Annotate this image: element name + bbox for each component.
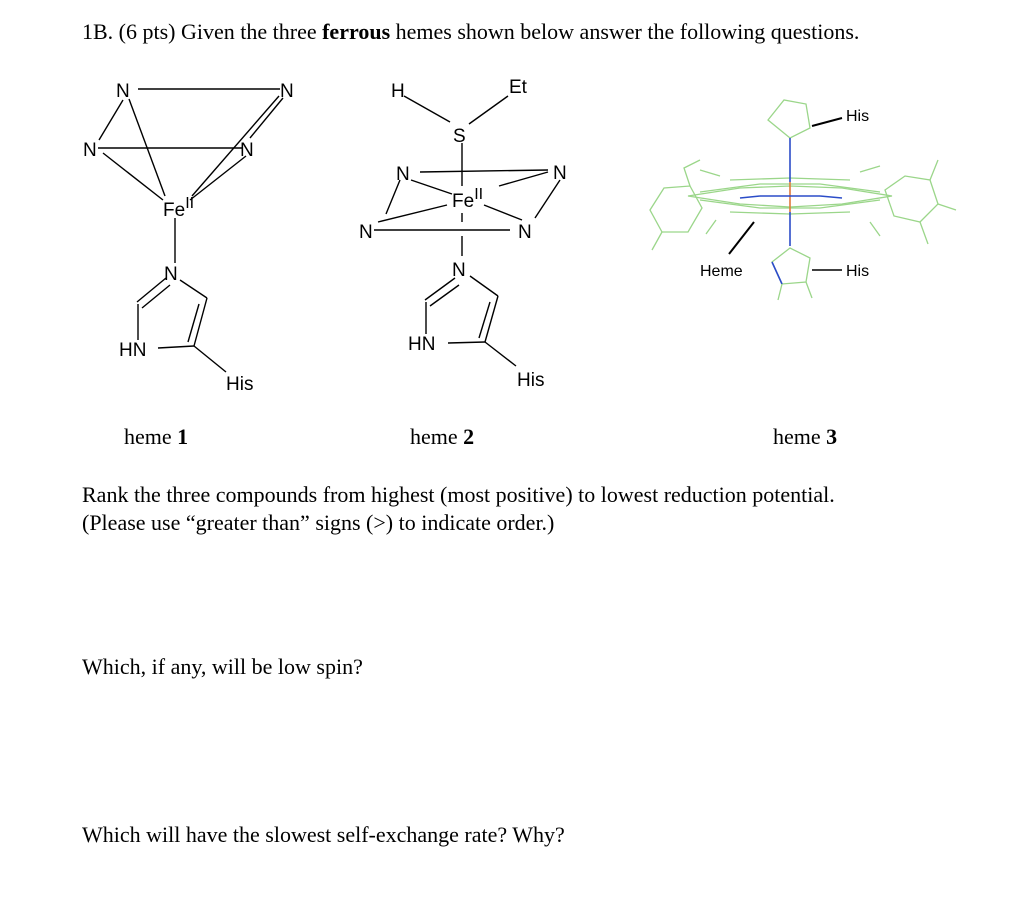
heme2-h: H bbox=[391, 81, 405, 102]
heme1-structure bbox=[83, 81, 294, 395]
heme3-his-top: His bbox=[846, 108, 870, 125]
question-title-prefix: 1B. (6 pts) Given the three bbox=[82, 19, 323, 44]
rank-question bbox=[82, 481, 982, 537]
heme2-n-top-right: N bbox=[553, 163, 567, 184]
heme2-et: Et bbox=[509, 77, 527, 98]
heme2-fe: $Fe^{II}$ bbox=[452, 186, 484, 212]
heme2-label: heme 2 bbox=[410, 424, 475, 449]
lowspin-question: Which, if any, will be low spin? bbox=[82, 654, 363, 679]
heme2-hn: HN bbox=[408, 334, 436, 355]
heme3-heme: Heme bbox=[700, 263, 743, 280]
heme1-fe: $Fe^{II}$ bbox=[163, 195, 195, 221]
rank-question-line1: Rank the three compounds from highest (most positive) to lowest reduction potential. bbox=[82, 482, 835, 507]
heme1-hn: HN bbox=[119, 340, 147, 361]
heme2-n-imidazole: N bbox=[452, 260, 466, 281]
heme1-n-right: N bbox=[240, 140, 254, 161]
heme1-n-imidazole: N bbox=[164, 264, 178, 285]
heme2-structure bbox=[359, 77, 567, 391]
heme2-s: S bbox=[453, 126, 466, 147]
question-title-bold: ferrous bbox=[322, 19, 391, 44]
heme2-n-bottom-right: N bbox=[518, 222, 532, 243]
heme1-label: heme 1 bbox=[124, 424, 189, 449]
heme1-n-left: N bbox=[83, 140, 97, 161]
rank-question-line2: (Please use “greater than” signs (>) to indicate order.) bbox=[82, 510, 555, 535]
heme3-his-bottom: His bbox=[846, 263, 870, 280]
heme2-n-top-left: N bbox=[396, 164, 410, 185]
heme1-n-top-right: N bbox=[280, 81, 294, 102]
exchange-question: Which will have the slowest self-exchange rate? Why? bbox=[82, 822, 565, 847]
heme1-his: His bbox=[226, 374, 254, 395]
heme3-label: heme 3 bbox=[773, 424, 838, 449]
heme3-structure bbox=[650, 100, 956, 300]
heme2-his: His bbox=[517, 370, 545, 391]
question-title-suffix: hemes shown below answer the following questions. bbox=[390, 19, 860, 44]
heme2-n-bottom-left: N bbox=[359, 222, 373, 243]
heme-structures-figure bbox=[0, 0, 1024, 415]
heme1-n-top-left: N bbox=[116, 81, 130, 102]
